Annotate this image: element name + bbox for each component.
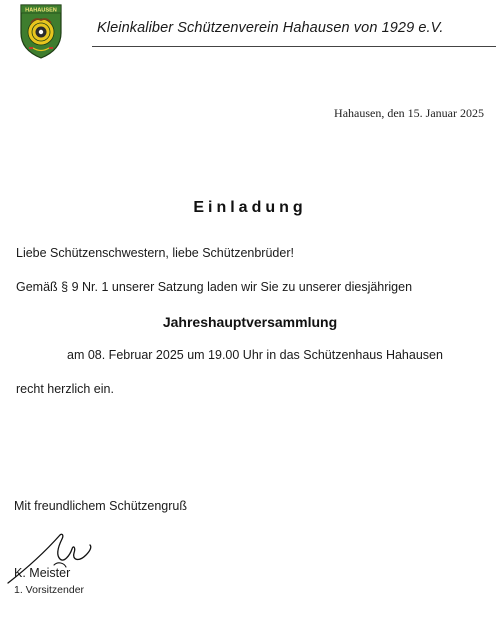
letter-title: Einladung (193, 199, 307, 216)
header-divider (92, 46, 496, 47)
event-name: Jahreshauptversammlung (162, 314, 338, 330)
club-crest-logo (19, 3, 63, 59)
signer-role: 1. Vorsitzender (14, 584, 85, 596)
organization-name: Kleinkaliber Schützenverein Hahausen von 1929 e.V. (97, 20, 444, 36)
closing-line: recht herzlich ein. (16, 382, 114, 396)
svg-text:HAHAUSEN: HAHAUSEN (25, 7, 57, 14)
event-date-location: am 08. Februar 2025 um 19.00 Uhr in das Schützenhaus Hahausen (67, 348, 443, 362)
greeting-line: Liebe Schützenschwestern, liebe Schützenbrüder! (16, 246, 294, 260)
intro-paragraph: Gemäß § 9 Nr. 1 unserer Satzung laden wir Sie zu unserer diesjährigen (16, 280, 413, 294)
signer-name: K. Meister (14, 566, 71, 580)
letter-date: Hahausen, den 15. Januar 2025 (334, 106, 484, 120)
farewell-line: Mit freundlichem Schützengruß (14, 499, 187, 513)
